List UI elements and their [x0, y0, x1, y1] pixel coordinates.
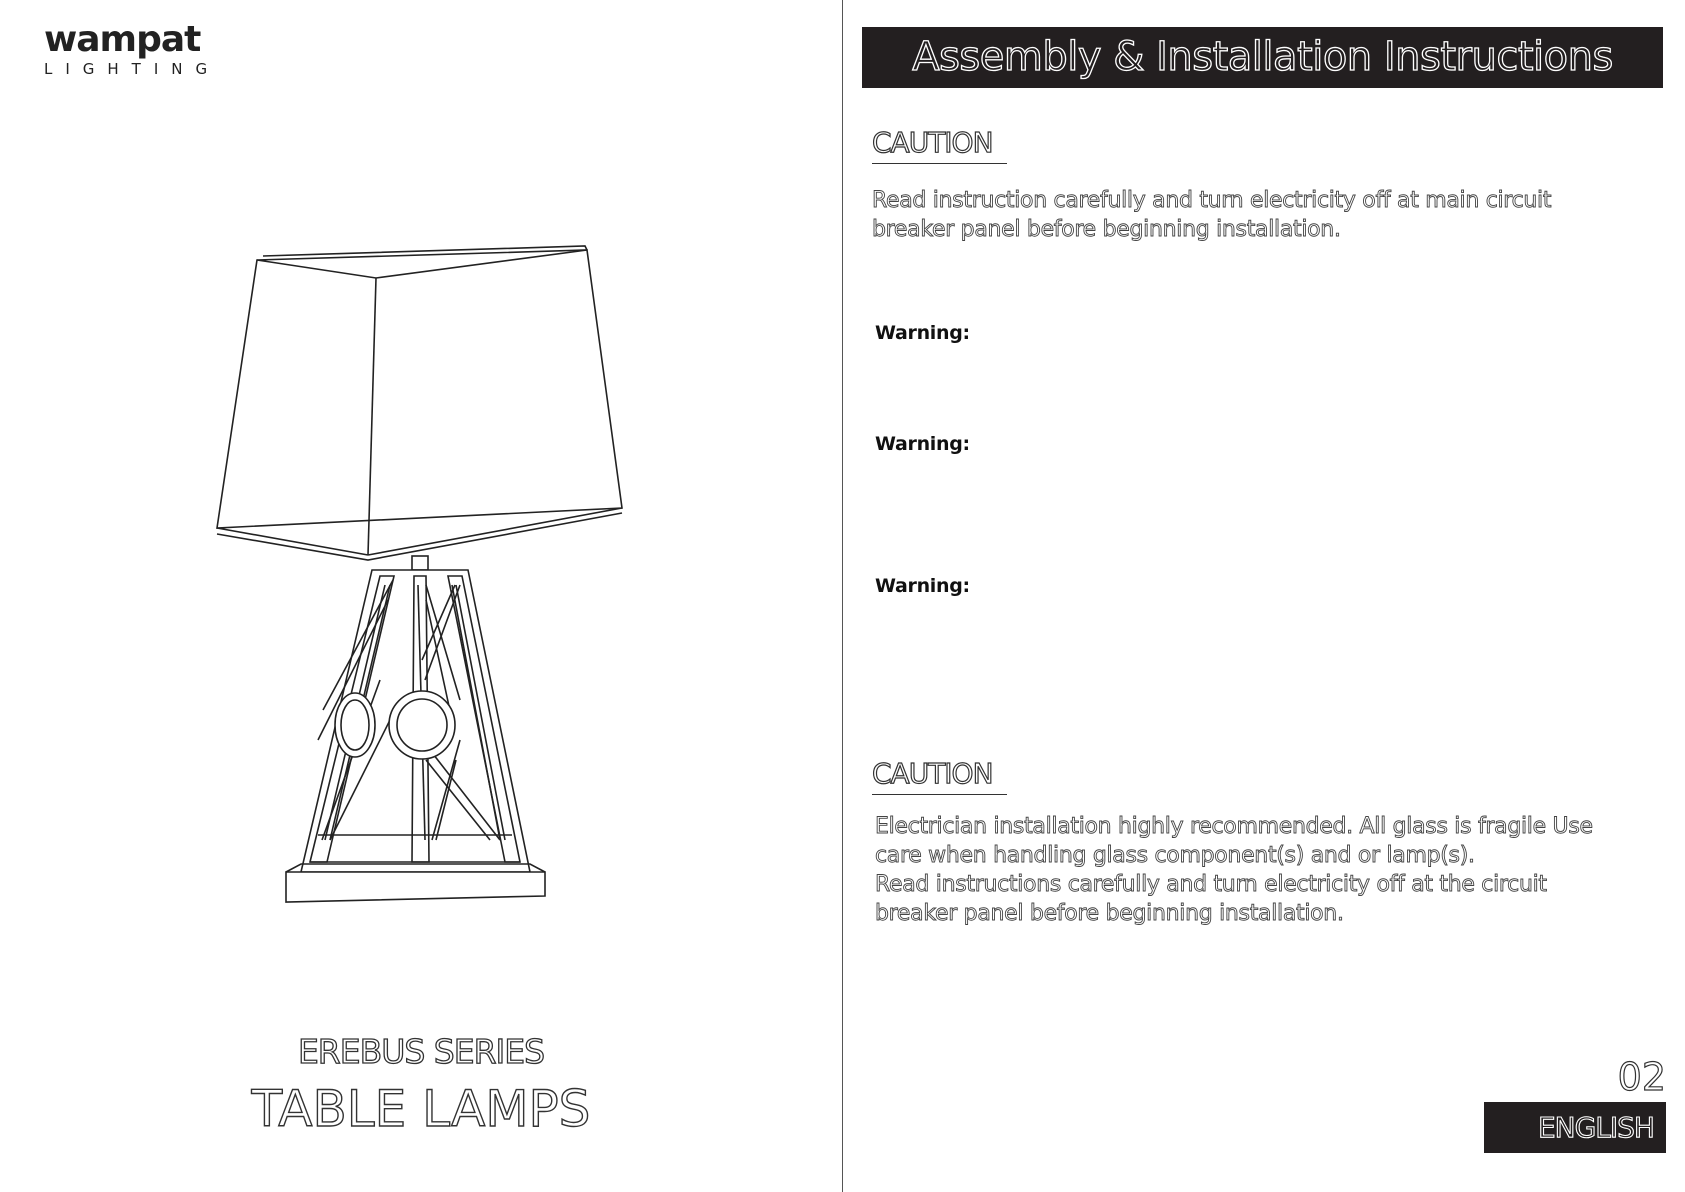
language-label: ENGLISH	[1484, 1102, 1666, 1153]
lamp-neck	[412, 556, 428, 570]
caution-line: Read instructions carefully and turn electricity off at the circuit	[875, 872, 1547, 897]
logo-brand: wampat	[44, 19, 201, 60]
right-page	[843, 0, 1685, 1192]
caution-heading-2: CAUTION	[872, 757, 1007, 795]
lamp-shade	[217, 250, 622, 528]
table-lamp-illustration	[200, 240, 640, 910]
product-name: TABLE LAMPS	[251, 1080, 591, 1138]
brand-logo	[44, 18, 220, 78]
base-disc-center	[389, 691, 455, 759]
warning-label-2: Warning:	[875, 433, 970, 455]
left-page	[0, 0, 842, 1192]
logo-subtitle: LIGHTING	[44, 60, 221, 78]
caution-text-2	[875, 812, 1635, 928]
lamp-base-frame	[286, 570, 545, 902]
page-title: Assembly & Installation Instructions	[862, 27, 1663, 88]
caution-line: Electrician installation highly recommended. All glass is fragile Use	[875, 814, 1593, 839]
series-name: EREBUS SERIES	[297, 1032, 545, 1071]
lamp-plinth	[286, 872, 545, 902]
warning-label-3: Warning:	[875, 575, 970, 597]
caution-line: care when handling glass component(s) and or lamp(s).	[875, 843, 1475, 868]
caution-text-1: Read instruction carefully and turn electricity off at main circuit breaker panel before beginning installation.	[872, 188, 1552, 242]
page-number: 02	[1617, 1055, 1666, 1099]
caution-heading-1: CAUTION	[872, 126, 1007, 164]
warning-label-1: Warning:	[875, 322, 970, 344]
caution-line: breaker panel before beginning installation.	[875, 901, 1344, 926]
